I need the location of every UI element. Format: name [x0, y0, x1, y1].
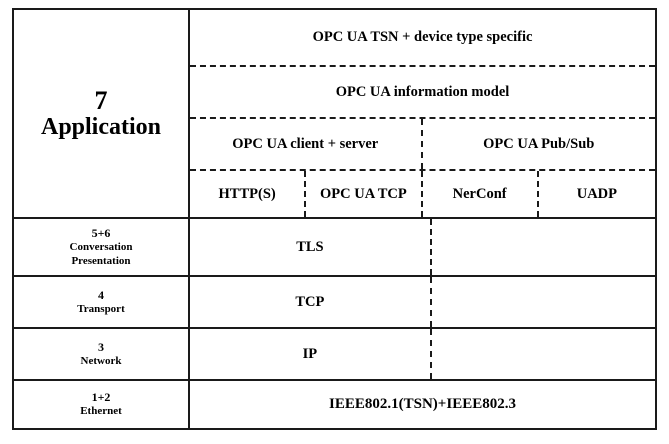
layer-label: Network [80, 354, 122, 367]
band-information-model [190, 67, 655, 119]
layer-label-line2: Presentation [71, 254, 131, 267]
block-opc-ua-tcp: OPC UA TCP [306, 171, 422, 217]
layer-label: Application [40, 113, 162, 140]
block-tcp: TCP [190, 277, 432, 327]
layer-label: Transport [77, 302, 125, 315]
layer-number: 1+2 [91, 390, 111, 405]
block-tls: TLS [190, 219, 432, 275]
block-uadp: UADP [576, 185, 618, 202]
block-opc-ua-information-model: OPC UA information model [335, 83, 510, 100]
protocol-stack-column [190, 10, 655, 428]
block-opc-ua-pub-sub: OPC UA Pub/Sub [483, 135, 595, 152]
layer-number: 3 [98, 339, 104, 354]
band-tcp [190, 277, 655, 329]
osi-layer-session-presentation [14, 219, 188, 277]
band-ip [190, 329, 655, 381]
layer-number: 5+6 [91, 225, 111, 240]
osi-layer-ethernet [14, 381, 188, 428]
block-empty-ip-right [432, 329, 655, 379]
block-https: HTTP(S) [190, 171, 306, 217]
block-nerconf: NerConf [423, 171, 539, 217]
osi-layer-application [14, 10, 188, 219]
layer-label: Ethernet [80, 405, 122, 418]
layer-number: 7 [94, 85, 108, 115]
block-ieee802: IEEE802.1(TSN)+IEEE802.3 [329, 396, 516, 412]
block-empty-tls-right [432, 219, 655, 275]
band-protocol-bindings [190, 171, 655, 219]
osi-layer-network [14, 329, 188, 381]
block-opc-ua-tsn: OPC UA TSN + device type specific [312, 29, 533, 45]
block-empty-tcp-right [432, 277, 655, 327]
osi-layer-transport [14, 277, 188, 329]
block-opc-ua-client-server: OPC UA client + server [190, 119, 423, 169]
osi-layer-column [14, 10, 190, 428]
osi-stack-diagram [12, 8, 657, 430]
band-tls [190, 219, 655, 277]
block-ip: IP [190, 329, 432, 379]
band-ethernet [190, 381, 655, 428]
band-client-server-pubsub [190, 119, 655, 171]
band-opc-ua-tsn [190, 10, 655, 67]
layer-label-line1: Conversation [69, 240, 133, 253]
layer-number: 4 [98, 287, 104, 302]
